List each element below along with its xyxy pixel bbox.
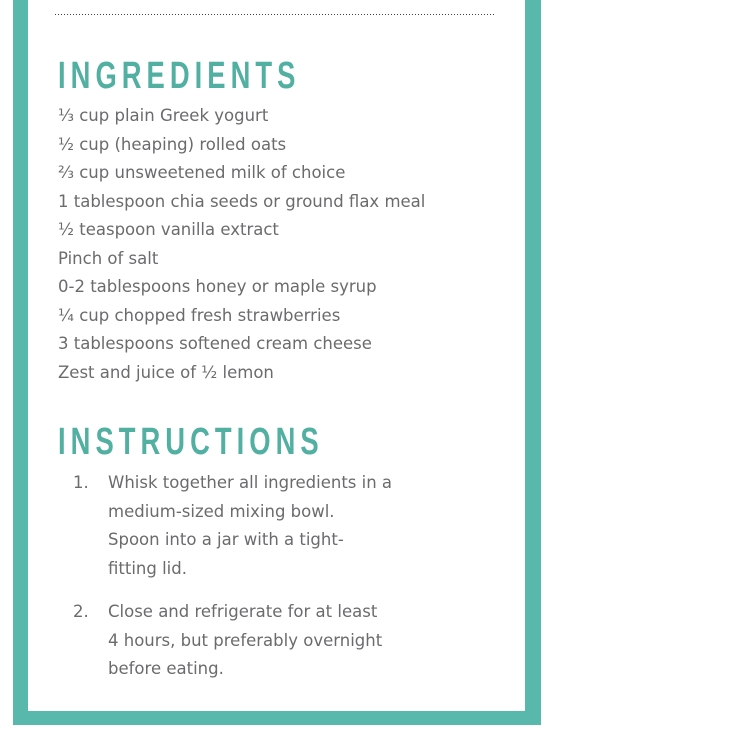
ingredient-item: ½ teaspoon vanilla extract xyxy=(58,220,279,239)
ingredient-item: ⅔ cup unsweetened milk of choice xyxy=(58,163,346,182)
ingredient-item: 3 tablespoons softened cream cheese xyxy=(58,334,372,353)
ingredient-item: ⅓ cup plain Greek yogurt xyxy=(58,106,269,125)
step-text: Close and refrigerate for at least 4 hours, but preferably overnight before eating. xyxy=(108,602,383,678)
ingredient-item: Pinch of salt xyxy=(58,248,159,268)
card-border-bottom xyxy=(13,711,541,725)
instruction-step xyxy=(73,469,392,583)
ingredient-item: Zest and juice of ½ lemon xyxy=(58,362,274,382)
step-text: Whisk together all ingredients in a medium-sized mixing bowl. Spoon into a jar with a tight- fitting lid. xyxy=(108,473,393,578)
ingredient-item: ½ cup (heaping) rolled oats xyxy=(58,134,287,154)
ingredient-item: 0-2 tablespoons honey or maple syrup xyxy=(58,277,377,296)
ingredients-heading: INGREDIENTS xyxy=(58,55,301,97)
step-number: 1. xyxy=(73,473,89,492)
step-number: 2. xyxy=(73,602,89,621)
card-border-left xyxy=(13,0,28,725)
ingredient-item: ¼ cup chopped fresh strawberries xyxy=(58,305,341,325)
ingredients-list xyxy=(58,102,425,387)
dotted-divider xyxy=(55,14,495,15)
ingredient-item: 1 tablespoon chia seeds or ground flax meal xyxy=(58,191,426,211)
card-border-right xyxy=(525,0,541,725)
instruction-step xyxy=(73,598,392,684)
instructions-heading: INSTRUCTIONS xyxy=(58,421,324,463)
instructions-list xyxy=(73,469,392,699)
recipe-card xyxy=(28,0,525,711)
